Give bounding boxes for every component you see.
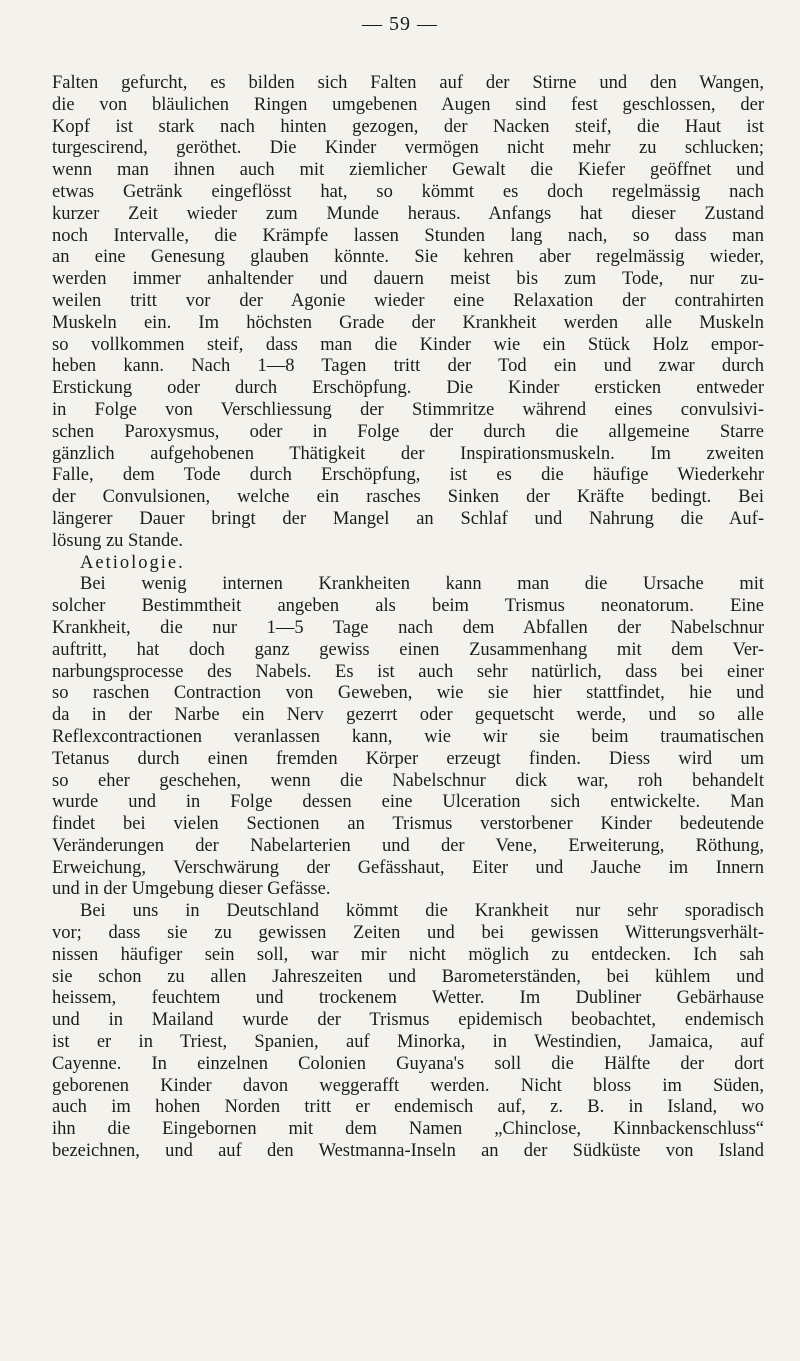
text-line: längerer Dauer bringt der Mangel an Schlaf und Nahrung die Auf- [52, 508, 764, 529]
text-line: Reflexcontractionen veranlassen kann, wie wir sie beim traumatischen [52, 726, 764, 747]
section-heading: Aetiologie. [80, 552, 185, 573]
text-line: narbungsprocesse des Nabels. Es ist auch sehr natürlich, dass bei einer [52, 661, 764, 682]
text-line: heben kann. Nach 1—8 Tagen tritt der Tod ein und zwar durch [52, 356, 764, 377]
text-line: Erweichung, Verschwärung der Gefässhaut, Eiter und Jauche im Innern [52, 857, 764, 878]
text-line: findet bei vielen Sectionen an Trismus verstorbener Kinder bedeutende [52, 814, 764, 835]
text-line: etwas Getränk eingeflösst hat, so kömmt es doch regelmässig nach [52, 181, 764, 202]
text-line: so vollkommen steif, dass man die Kinder wie ein Stück Holz empor- [52, 334, 764, 355]
text-line: der Convulsionen, welche ein rasches Sinken der Kräfte bedingt. Bei [52, 487, 764, 508]
text-line: werden immer anhaltender und dauern meist bis zum Tode, nur zu- [52, 269, 764, 290]
text-line: so eher geschehen, wenn die Nabelschnur dick war, roh behandelt [52, 770, 764, 791]
text-line: noch Intervalle, die Krämpfe lassen Stunden lang nach, so dass man [52, 225, 764, 246]
text-line: gänzlich aufgehobenen Thätigkeit der Inspirationsmuskeln. Im zweiten [52, 443, 764, 464]
text-line: wenn man ihnen auch mit ziemlicher Gewalt die Kiefer geöffnet und [52, 160, 764, 181]
text-line: bezeichnen, und auf den Westmanna-Inseln an der Südküste von Island [52, 1141, 764, 1162]
text-line: in Folge von Verschliessung der Stimmritze während eines convulsivi- [52, 399, 764, 420]
text-line: und in Mailand wurde der Trismus epidemisch beobachtet, endemisch [52, 1010, 764, 1031]
text-line: die von bläulichen Ringen umgebenen Augen sind fest geschlossen, der [52, 94, 764, 115]
text-line: Kopf ist stark nach hinten gezogen, der Nacken steif, die Haut ist [52, 116, 764, 137]
text-line: so raschen Contraction von Geweben, wie sie hier stattfindet, hie und [52, 683, 764, 704]
text-line: Cayenne. In einzelnen Colonien Guyana's soll die Hälfte der dort [52, 1053, 764, 1074]
text-line: nissen häufiger sein soll, war mir nicht möglich zu entdecken. Ich sah [52, 944, 764, 965]
text-line: Krankheit, die nur 1—5 Tage nach dem Abfallen der Nabelschnur [52, 617, 764, 638]
text-line: heissem, feuchtem und trockenem Wetter. Im Dubliner Gebärhause [52, 988, 764, 1009]
text-line: Tetanus durch einen fremden Körper erzeugt finden. Diess wird um [52, 748, 764, 769]
text-line: an eine Genesung glauben könnte. Sie kehren aber regelmässig wieder, [52, 247, 764, 268]
text-line: Muskeln ein. Im höchsten Grade der Krankheit werden alle Muskeln [52, 312, 764, 333]
text-line: sie schon zu allen Jahreszeiten und Barometerständen, bei kühlem und [52, 966, 764, 987]
page-number: — 59 — [362, 13, 438, 35]
text-line: schen Paroxysmus, oder in Folge der durch die allgemeine Starre [52, 421, 764, 442]
text-line: Falle, dem Tode durch Erschöpfung, ist es die häufige Wiederkehr [52, 465, 764, 486]
text-line: weilen tritt vor der Agonie wieder eine Relaxation der contrahirten [52, 290, 764, 311]
text-line: auch im hohen Norden tritt er endemisch auf, z. B. in Island, wo [52, 1097, 764, 1118]
text-line: ist er in Triest, Spanien, auf Minorka, in Westindien, Jamaica, auf [52, 1032, 764, 1053]
text-line: Bei uns in Deutschland kömmt die Krankheit nur sehr sporadisch [80, 901, 764, 922]
text-line: ihn die Eingebornen mit dem Namen „Chinclose, Kinnbackenschluss“ [52, 1119, 764, 1140]
text-line: auftritt, hat doch ganz gewiss einen Zusammenhang mit dem Ver- [52, 639, 764, 660]
text-line: da in der Narbe ein Nerv gezerrt oder gequetscht werde, und so alle [52, 705, 764, 726]
text-line: Erstickung oder durch Erschöpfung. Die Kinder ersticken entweder [52, 378, 764, 399]
text-line: Bei wenig internen Krankheiten kann man die Ursache mit [80, 574, 764, 595]
text-line: solcher Bestimmtheit angeben als beim Trismus neonatorum. Eine [52, 596, 764, 617]
text-line: lösung zu Stande. [52, 530, 184, 551]
text-line: turgescirend, geröthet. Die Kinder vermögen nicht mehr zu schlucken; [52, 138, 764, 159]
text-line: kurzer Zeit wieder zum Munde heraus. Anfangs hat dieser Zustand [52, 203, 764, 224]
text-line: und in der Umgebung dieser Gefässe. [52, 879, 331, 900]
text-line: Falten gefurcht, es bilden sich Falten auf der Stirne und den Wangen, [52, 73, 764, 93]
text-line: wurde und in Folge dessen eine Ulceration sich entwickelte. Man [52, 792, 764, 813]
text-line: Veränderungen der Nabelarterien und der Vene, Erweiterung, Röthung, [52, 835, 764, 856]
text-line: vor; dass sie zu gewissen Zeiten und bei gewissen Witterungsverhält- [52, 923, 764, 944]
body-text [52, 73, 764, 1163]
text-line: geborenen Kinder davon weggerafft werden. Nicht bloss im Süden, [52, 1075, 764, 1096]
